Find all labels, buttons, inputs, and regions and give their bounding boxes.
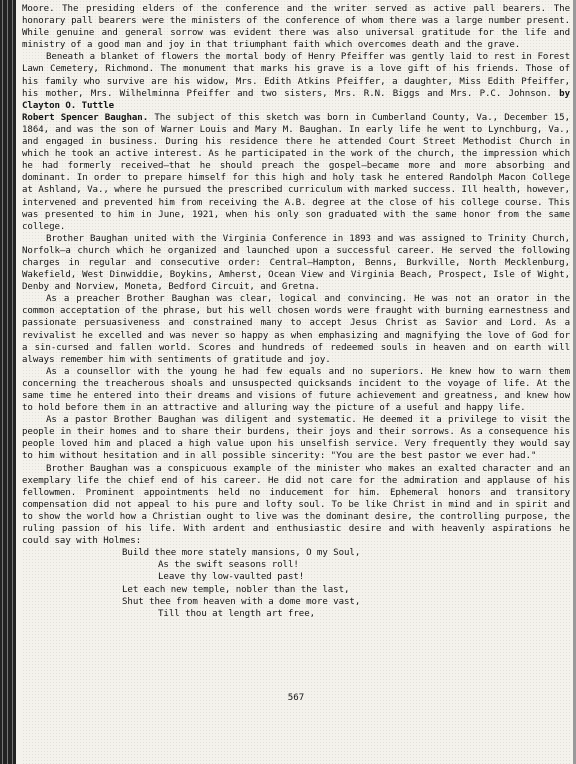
paragraph-text: As a counsellor with the young he had few equals and no superiors. He knew how to warn them concerning the treacherous shoals and unsuspected quicksands incident to the voyage of life. At the same time he entered into their dreams and visions of future achievement and greatness, and knew how to hold before them in an attractive and alluring way the picture of a useful and happy life. bbox=[22, 366, 570, 414]
paragraph-text: Moore. The presiding elders of the conference and the writer served as active pall bearers. The honorary pall bearers were the ministers of the conference of whom there was a large number present. While genuine and general sorrow was evident there was also universal gratitude for the life and ministry of a good man and joy in that triumphant faith which overcomes death and the grave. bbox=[22, 4, 570, 51]
poem-line: Shut thee from heaven with a dome more vast, bbox=[122, 596, 361, 607]
paragraph-text: The subject of this sketch was born in Cumberland County, Va., December 15, 1864, and was the son of Warner Louis and Mary M. Baughan. In early life he went to Lynchburg, Va., and engaged in business. During his residence there he attended Court Street Methodist Church in which he took an active interest. As he participated in the work of the church, the impression which he had formerly received—that he should preach the gospel—became more and more absorbing and dominant. In order to prepare himself for this high and holy task he entered Randolph Macon College at Ashland, Va., where he pursued the prescribed curriculum with marked success. Ill health, however, intervened and prevented him from receiving the A.B. degree at the close of his college course. This was presented to him in June, 1921, when his only son graduated with the same honor from the same college. bbox=[22, 112, 570, 232]
body-text bbox=[22, 3, 570, 620]
paragraph-funeral-bearers bbox=[22, 3, 570, 51]
paragraph-text: As a pastor Brother Baughan was diligent and systematic. He deemed it a privilege to visit the people in their homes and to share their burdens, their joys and their sorrows. As a consequence his people loved him and placed a high value upon his unselfish service. Very frequently they would say to him without hesitation and in all possible sincerity: "You are the best pastor we ever had." bbox=[22, 415, 570, 462]
author-byline: by Clayton O. Tuttle bbox=[22, 88, 570, 111]
paragraph-pastor bbox=[22, 414, 570, 462]
document-page bbox=[22, 0, 570, 764]
page-number: 567 bbox=[287, 693, 305, 703]
poem-line: Let each new temple, nobler than the last, bbox=[122, 584, 350, 595]
paragraph-text: As a preacher Brother Baughan was clear, logical and convincing. He was not an orator in the common acceptation of the phrase, but his well chosen words were fraught with burning earnestness and passionate persuasiveness and constrained many to accept Jesus Christ as Savior and Lord. As a revivalist he excelled and was never so happy as when emphasizing and magnifying the love of God for a sin-cursed and fallen world. Scores and hundreds of redeemed souls in heaven and on earth will always remember him with sentiments of gratitude and joy. bbox=[22, 294, 570, 365]
poem-quotation bbox=[122, 547, 570, 620]
poem-line: As the swift seasons roll! bbox=[158, 560, 299, 571]
paragraph-text: Brother Baughan united with the Virginia Conference in 1893 and was assigned to Trinity Church, Norfolk—a church which he organized and launched upon a successful career. He served the following charges in regular and consecutive order: Central—Hampton, Benns, Burkville, North Mecklenburg, Wakefield, West Dinwiddie, Boykins, Amherst, Ocean View and Virginia Beach, Prospect, Isle of Wight, Denby and Norview, Moneta, Bedford Circuit, and Gretna. bbox=[22, 233, 570, 293]
poem-line: Build thee more stately mansions, O my Soul, bbox=[122, 548, 361, 559]
paragraph-conference-service bbox=[22, 233, 570, 293]
paragraph-text: Beneath a blanket of flowers the mortal body of Henry Pfeiffer was gently laid to rest in Forest Lawn Cemetery, Richmond. The monument that marks his grave is a love gift of his friends. Those of his family who survive are his widow, Mrs. Edith Atkins Pfeiffer, a daughter, Miss Edith Pfeiffer, his mother, Mrs. Wilhelminna Pfeiffer and two sisters, Mrs. R.N. Biggs and Mrs. P.C. Johnson. bbox=[22, 52, 570, 99]
paragraph-character bbox=[22, 463, 570, 548]
paragraph-text: Brother Baughan was a conspicuous example of the minister who makes an exalted character and an exemplary life the chief end of his career. He did not care for the admiration and applause of his fellowmen. Prominent appointments held no inducement for him. Ephemeral honors and transitory compensation did not appeal to his pure and lofty soul. To be like Christ in mind and in spirit and to show the world how a Christian ought to live was the dominant desire, the controlling purpose, the ruling passion of his life. With ardent and enthusiastic desire and with heavenly aspirations he could say with Holmes: bbox=[22, 463, 570, 547]
poem-line: Till thou at length art free, bbox=[158, 608, 316, 619]
paragraph-counsellor bbox=[22, 366, 570, 414]
scan-binding-edge bbox=[0, 0, 16, 764]
paragraph-preacher bbox=[22, 293, 570, 366]
paragraph-burial bbox=[22, 51, 570, 111]
poem-line: Leave thy low-vaulted past! bbox=[158, 572, 305, 583]
paragraph-baughan-intro bbox=[22, 112, 570, 233]
sketch-title: Robert Spencer Baughan. bbox=[22, 112, 149, 123]
